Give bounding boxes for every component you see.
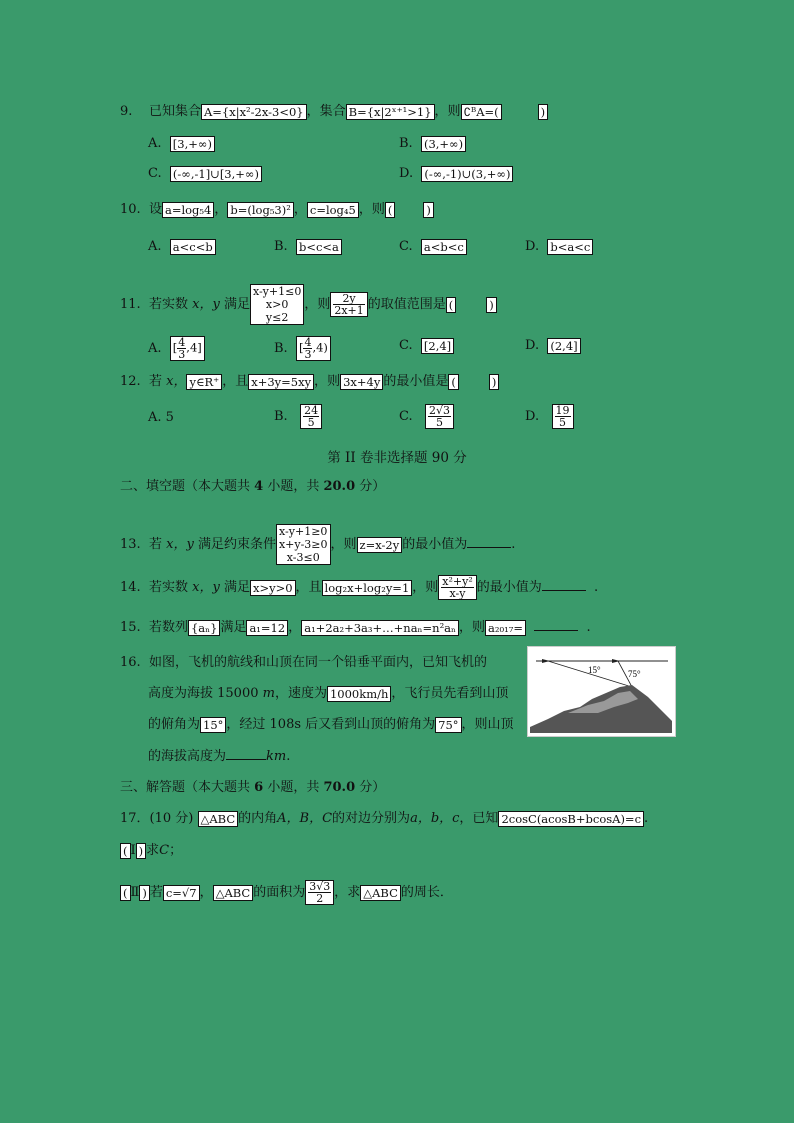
option-d: D. (-∞,-1)∪(3,+∞)	[399, 164, 513, 184]
option-value: 5	[165, 410, 174, 425]
formula-box: △ABC	[213, 885, 254, 901]
mountain-figure	[527, 646, 676, 737]
question-text: 如图，飞机的航线和山顶在同一个铅垂平面内，已知飞机的	[148, 655, 487, 670]
option-a: A. 5	[148, 410, 174, 425]
option-value: a<b<c	[421, 239, 467, 255]
option-c: C. [2,4]	[399, 336, 454, 356]
question-number: 16.	[120, 655, 141, 670]
question-text: 的取值范围是	[367, 297, 446, 312]
question-number: 11.	[120, 297, 141, 312]
question-11: 11. 若实数 x，y 满足 x-y+1≤0 x>0 y≤2 ，则 $\frac{2y}{2x+1}$ 的取值范围是 ( )	[120, 284, 497, 325]
option-value: [ $\frac{4}{3}$ ,4]	[170, 336, 205, 361]
formula-box: x+3y=5xy	[248, 374, 314, 390]
fig-angle-1: 15°	[588, 665, 601, 675]
option-value: $\frac{19}{5}$	[552, 404, 574, 429]
formula-box: 15°	[200, 717, 226, 733]
question-13: 13. 若 x，y 满足约束条件 x-y+1≥0 x+y-3≥0 x-3≤0 ，则 z=x-2y 的最小值为 .	[120, 525, 516, 564]
question-number: 10.	[120, 202, 141, 217]
question-text: 的最小值为	[402, 537, 468, 552]
part-2-heading: 二、填空题（本大题共 4 小题，共 20.0 分）	[120, 479, 386, 494]
question-12: 12. 若 x， y∈R⁺ ，且 x+3y=5xy ，则 3x+4y 的最小值是 ( )	[120, 372, 499, 392]
formula-box: △ABC	[360, 885, 401, 901]
question-text: 若	[148, 374, 162, 389]
option-d: D. b<a<c	[525, 237, 593, 257]
question-number: 9.	[120, 104, 133, 119]
option-c: C. a<b<c	[399, 237, 467, 257]
mountain-diagram	[528, 647, 675, 736]
formula-box: △ABC	[198, 811, 239, 827]
question-17-part-2: ( Ⅱ ) 若 c=√7 ， △ABC 的面积为 $\frac{3√3}{2}$ ，求 △ABC 的周长．	[120, 880, 453, 905]
formula-box: y∈R⁺	[186, 374, 222, 390]
question-text: 设	[148, 202, 162, 217]
option-d: D. (2,4]	[525, 336, 581, 356]
answer-bracket: (	[446, 297, 457, 313]
option-value: a<c<b	[170, 239, 216, 255]
formula-box: log₂x+log₂y=1	[322, 580, 413, 596]
option-c: C. (-∞,-1]∪[3,+∞)	[148, 164, 262, 184]
part-3-heading: 三、解答题（本大题共 6 小题，共 70.0 分）	[120, 780, 386, 795]
bracket: (	[120, 885, 131, 901]
question-text: 已知集合	[148, 104, 201, 119]
option-d: D. $\frac{19}{5}$	[525, 404, 574, 429]
bracket: )	[139, 885, 150, 901]
question-16-line-2: 高度为海拔 15000 m，速度为 1000km/h ，飞行员先看到山顶	[148, 686, 509, 701]
formula-box: 75°	[435, 717, 461, 733]
question-9	[120, 102, 548, 122]
question-text: ，则	[434, 104, 461, 119]
formula-box: 3x+4y	[340, 374, 383, 390]
option-value: [ $\frac{4}{3}$ ,4)	[296, 336, 331, 361]
answer-bracket: )	[486, 297, 497, 313]
question-text: 若数列	[148, 620, 188, 635]
answer-blank	[226, 746, 266, 760]
formula-box: a₁=12	[246, 620, 288, 636]
fig-angle-2: 75°	[628, 669, 641, 679]
option-b: B. [ $\frac{4}{3}$ ,4)	[274, 336, 331, 361]
question-14: 14. 若实数 x，y 满足 x>y>0 ，且 log₂x+log₂y=1 ，则 $\frac{\text{x²+y²}}{x-y}$ 的最小值为 .	[120, 575, 599, 600]
question-15: 15. 若数列 {aₙ} 满足 a₁=12 ， a₁+2a₂+3a₃+…+naₙ=n²aₙ ，则 a₂₀₁₇= .	[120, 617, 591, 638]
answer-bracket: (	[385, 202, 396, 218]
option-value: b<a<c	[547, 239, 593, 255]
answer-blank	[467, 534, 511, 548]
option-a: A. [ $\frac{4}{3}$ ,4]	[148, 336, 205, 361]
fraction: $\frac{\text{x²+y²}}{x-y}$	[438, 575, 476, 600]
formula-box: a₂₀₁₇=	[485, 620, 526, 636]
question-text: 若实数	[148, 580, 188, 595]
formula-box: ∁ᴮA=(	[461, 104, 502, 120]
option-value: (-∞,-1]∪[3,+∞)	[170, 166, 262, 182]
constraint-system: x-y+1≤0 x>0 y≤2	[250, 284, 304, 325]
question-text: 的最小值为	[476, 580, 542, 595]
formula-box: B={x|2ˣ⁺¹>1}	[346, 104, 435, 120]
question-number: 14.	[120, 580, 141, 595]
option-value: [2,4]	[421, 338, 454, 354]
question-number: 15.	[120, 620, 141, 635]
formula-box: a=log₅4	[162, 202, 214, 218]
option-value: $\frac{24}{5}$	[300, 404, 322, 429]
formula-box: 1000km/h	[327, 686, 391, 702]
question-number: 17．(10 分)	[120, 811, 194, 826]
option-value: (-∞,-1)∪(3,+∞)	[421, 166, 513, 182]
question-text: 的最小值是	[383, 374, 449, 389]
question-text: 若实数	[148, 297, 188, 312]
bracket: (	[120, 843, 131, 859]
option-value: (3,+∞)	[421, 136, 466, 152]
formula-box: z=x-2y	[357, 537, 403, 553]
option-value: b<c<a	[296, 239, 342, 255]
option-a: A. [3,+∞)	[148, 134, 215, 154]
option-b: B. (3,+∞)	[399, 134, 466, 154]
question-text: ，则	[358, 202, 385, 217]
formula-box: 2cosC(acosB+bcosA)=c	[498, 811, 644, 827]
formula-box: x>y>0	[250, 580, 296, 596]
answer-blank	[534, 617, 578, 631]
section-title: 第 II 卷非选择题 90 分	[327, 450, 467, 466]
formula-box: {aₙ}	[188, 620, 220, 636]
question-text: 满足	[223, 297, 250, 312]
option-value: [3,+∞)	[170, 136, 215, 152]
fraction: $\frac{3√3}{2}$	[305, 880, 334, 905]
question-16-line-1	[120, 653, 487, 673]
question-16-line-3: 的俯角为 15° ，经过 108s 后又看到山顶的俯角为 75° ，则山顶	[148, 717, 514, 732]
question-number: 12.	[120, 374, 141, 389]
answer-bracket: (	[448, 374, 459, 390]
answer-bracket: )	[423, 202, 434, 218]
option-b: B. $\frac{24}{5}$	[274, 404, 322, 429]
question-text: 若	[148, 537, 162, 552]
question-10: 10. 设 a=log₅4 ， b=(log₅3)² ， c=log₄5 ，则 ( )	[120, 200, 434, 220]
formula-box: c=√7	[163, 885, 200, 901]
bracket: )	[136, 843, 147, 859]
formula-box: a₁+2a₂+3a₃+…+naₙ=n²aₙ	[301, 620, 459, 636]
formula-box: A={x|x²-2x-3<0}	[201, 104, 307, 120]
option-a: A. a<c<b	[148, 237, 216, 257]
formula-box: c=log₄5	[307, 202, 359, 218]
option-c: C. $\frac{2√3}{5}$	[399, 404, 454, 429]
formula-box: b=(log₅3)²	[227, 202, 293, 218]
constraint-system: x-y+1≥0 x+y-3≥0 x-3≤0	[276, 524, 331, 565]
answer-bracket: )	[489, 374, 500, 390]
question-text: 满足约束条件	[197, 537, 276, 552]
fraction: $\frac{2y}{2x+1}$	[330, 292, 367, 317]
option-value: $\frac{2√3}{5}$	[425, 404, 454, 429]
question-17-part-1: ( Ⅰ ) 求C；	[120, 841, 182, 861]
question-17: 17．(10 分) △ABC 的内角A，B，C的对边分别为a，b，c，已知 2cosC(acosB+bcosA)=c .	[120, 811, 649, 826]
answer-bracket: )	[538, 104, 549, 120]
question-16-line-4: 的海拔高度为 km.	[148, 746, 290, 767]
question-number: 13.	[120, 537, 141, 552]
question-text: ，集合	[306, 104, 346, 119]
option-b: B. b<c<a	[274, 237, 342, 257]
option-value: (2,4]	[547, 338, 580, 354]
answer-blank	[542, 577, 586, 591]
